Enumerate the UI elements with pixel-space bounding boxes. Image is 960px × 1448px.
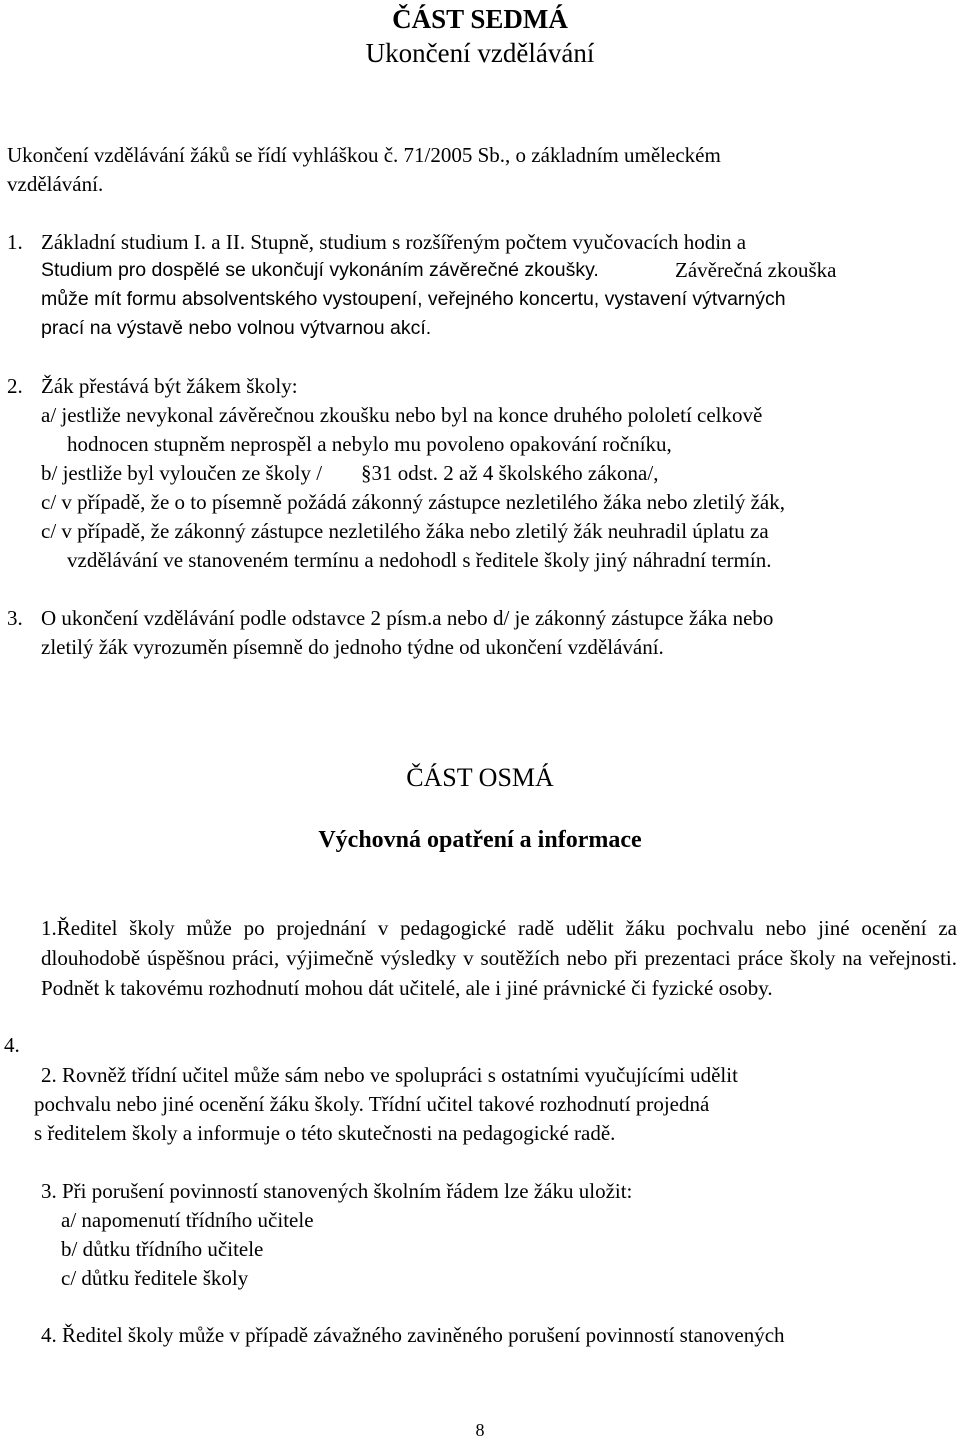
item2-line-b-tail: §31 odst. 2 až 4 školského zákona/, [361, 461, 659, 485]
part8-p4-line-1: 4. Ředitel školy může v případě závažného zaviněného porušení povinností stanovených [41, 1323, 785, 1347]
part8-title: ČÁST OSMÁ [406, 763, 554, 792]
item3-number: 3. [7, 606, 23, 630]
part8-p3-line-b: b/ důtku třídního učitele [61, 1237, 264, 1261]
item3-line-1: O ukončení vzdělávání podle odstavce 2 písm.a nebo d/ je zákonný zástupce žáka nebo [41, 606, 774, 630]
item1-line-2-tail: Závěrečná zkouška [675, 258, 837, 282]
item2-line-1: Žák přestává být žákem školy: [41, 374, 298, 398]
part7-subtitle: Ukončení vzdělávání [365, 38, 595, 68]
intro-line-2: vzdělávání. [7, 172, 104, 196]
page-number: 8 [475, 1420, 485, 1440]
part8-p3-line-c: c/ důtku ředitele školy [61, 1266, 249, 1290]
item1-line-1: Základní studium I. a II. Stupně, studium s rozšířeným počtem vyučovacích hodin a [41, 230, 747, 254]
intro-line-1: Ukončení vzdělávání žáků se řídí vyhláškou č. 71/2005 Sb., o základním uměleckém [7, 143, 721, 167]
part7-title: ČÁST SEDMÁ [392, 4, 568, 34]
item1-number: 1. [7, 230, 23, 254]
part8-p3-line-1: 3. Při porušení povinností stanovených školním řádem lze žáku uložit: [41, 1179, 633, 1203]
part8-p3-line-a: a/ napomenutí třídního učitele [61, 1208, 314, 1232]
item2-line-a: a/ jestliže nevykonal závěrečnou zkoušku nebo byl na konce druhého pololetí celkově [41, 403, 763, 427]
item2-line-a-cont: hodnocen stupněm neprospěl a nebylo mu povoleno opakování ročníku, [67, 432, 672, 456]
item2-line-c1: c/ v případě, že o to písemně požádá zákonný zástupce nezletilého žáka nebo zletilý žák, [41, 490, 786, 514]
part8-p2-line-3: s ředitelem školy a informuje o této skutečnosti na pedagogické radě. [34, 1121, 616, 1145]
item2-line-c2: c/ v případě, že zákonný zástupce nezletilého žáka nebo zletilý žák neuhradil úplatu za [41, 519, 769, 543]
item1-line-2: Studium pro dospělé se ukončují vykonáním závěrečné zkoušky. [41, 259, 599, 281]
item1-line-4: prací na výstavě nebo volnou výtvarnou akcí. [41, 317, 432, 339]
item2-line-c2-cont: vzdělávání ve stanoveném termínu a nedohodl s ředitele školy jiný náhradní termín. [67, 548, 772, 572]
item1-line-3: může mít formu absolventského vystoupení, veřejného koncertu, vystavení výtvarných [41, 288, 786, 310]
part8-p2-line-1: 2. Rovněž třídní učitel může sám nebo ve spolupráci s ostatními vyučujícími udělit [41, 1063, 738, 1087]
item3-line-2: zletilý žák vyrozuměn písemně do jednoho týdne od ukončení vzdělávání. [41, 635, 664, 659]
part8-outer-number: 4. [4, 1033, 20, 1057]
part8-subtitle: Výchovná opatření a informace [318, 827, 642, 853]
part8-p2-line-2: pochvalu nebo jiné ocenění žáku školy. Třídní učitel takové rozhodnutí projedná [34, 1092, 710, 1116]
part8-paragraph-1: 1.Ředitel školy může po projednání v pedagogické radě udělit žáku pochvalu nebo jiné ocenění za dlouhodobě úspěšnou práci, výjimečně výsledky v soutěžích nebo při prezentaci práce školy na veřejnosti. Podnět k takovému rozhodnutí mohou dát učitelé, ale i jiné právnické či fyzické osoby. [41, 916, 957, 1000]
item2-line-b: b/ jestliže byl vyloučen ze školy / [41, 461, 323, 485]
item2-number: 2. [7, 374, 23, 398]
